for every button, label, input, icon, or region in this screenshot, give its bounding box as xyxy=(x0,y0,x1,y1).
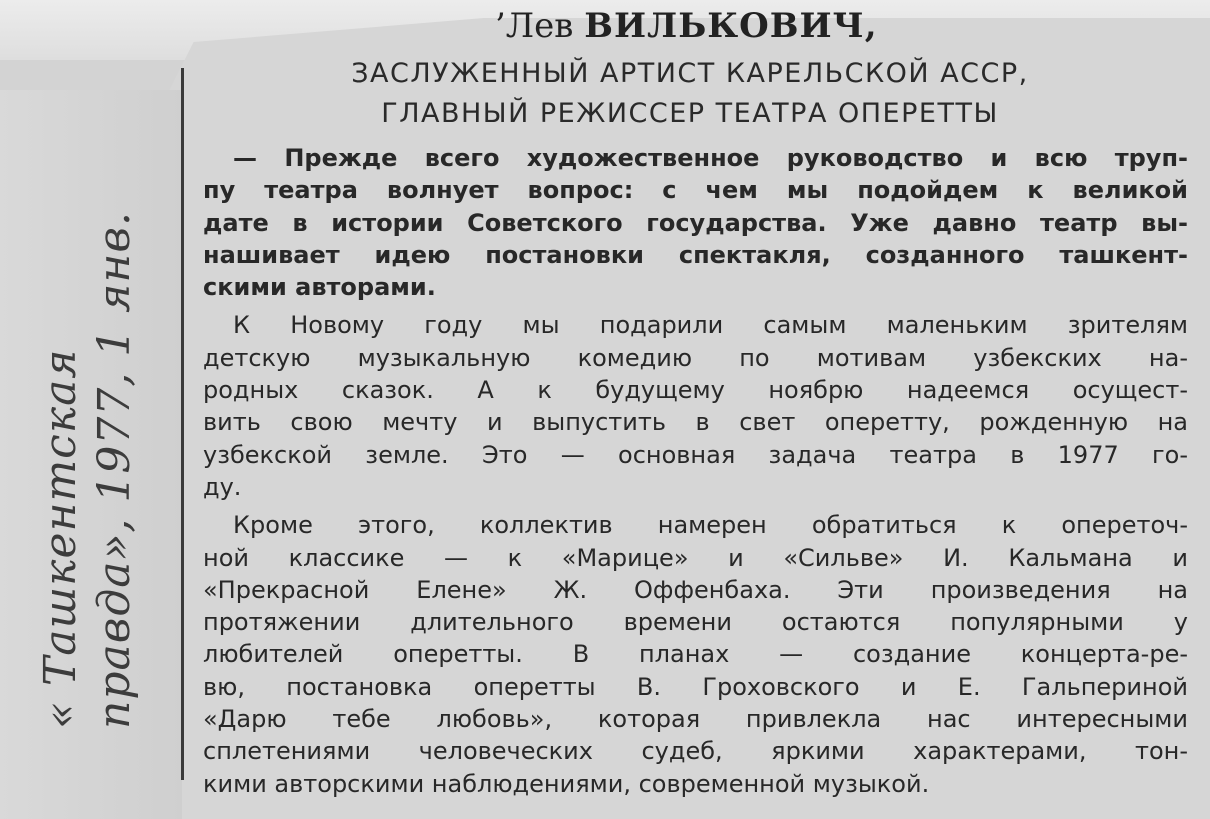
text-line: К Новому году мы подарили самым маленьким зрителям xyxy=(233,311,1188,340)
text-line: нашивает идею постановки спектакля, созданного ташкент- xyxy=(203,240,1188,269)
text-line: вить свою мечту и выпустить в свет оперетту, рожденную на xyxy=(203,408,1188,437)
text-line: ду. xyxy=(203,472,242,501)
text-line: сплетениями человеческих судеб, яркими характерами, тон- xyxy=(203,737,1188,766)
author-surname: ВИЛЬКОВИЧ, xyxy=(584,6,878,46)
column-divider xyxy=(181,68,184,780)
paragraph-2 xyxy=(203,309,1188,503)
text-line: «Прекрасной Елене» Ж. Оффенбаха. Эти произведения на xyxy=(203,575,1188,604)
author-title-line-1: ЗАСЛУЖЕННЫЙ АРТИСТ КАРЕЛЬСКОЙ АССР, xyxy=(351,58,1029,89)
text-line: кими авторскими наблюдениями, современной музыкой. xyxy=(203,769,930,798)
text-line: ной классике — к «Марице» и «Сильве» И. Кальмана и xyxy=(203,543,1188,572)
text-line: протяжении длительного времени остаются популярными у xyxy=(203,608,1188,637)
text-line: пу театра волнует вопрос: с чем мы подойдем к великой xyxy=(203,176,1188,205)
text-line: родных сказок. А к будущему ноябрю надеемся осущест- xyxy=(203,376,1188,405)
article-body xyxy=(203,142,1188,806)
text-line: любителей оперетты. В планах — создание концерта-ре- xyxy=(203,640,1188,669)
text-line: «Дарю тебе любовь», которая привлекла нас интересными xyxy=(203,705,1188,734)
text-line: дате в истории Советского государства. Уже давно театр вы- xyxy=(203,208,1188,237)
author-first-name: ’Лев xyxy=(495,6,574,46)
paragraph-3 xyxy=(203,509,1188,800)
text-line: Кроме этого, коллектив намерен обратиться к опереточ- xyxy=(233,511,1188,540)
handwritten-line-1: « Ташкентская xyxy=(35,348,86,729)
author-title-line-2: ГЛАВНЫЙ РЕЖИССЕР ТЕАТРА ОПЕРЕТТЫ xyxy=(381,98,999,129)
handwritten-note xyxy=(34,211,142,729)
text-line: — Прежде всего художественное руководство и всю труп- xyxy=(233,144,1188,172)
paragraph-1 xyxy=(203,142,1188,303)
text-line: скими авторами. xyxy=(203,273,436,302)
text-line: вю, постановка оперетты В. Гроховского и Е. Гальпериной xyxy=(203,672,1188,701)
text-line: узбекской земле. Это — основная задача театра в 1977 го- xyxy=(203,440,1188,469)
author-name xyxy=(495,6,878,46)
text-line: детскую музыкальную комедию по мотивам узбекских на- xyxy=(203,343,1188,372)
handwritten-line-2: правда», 1977, 1 янв. xyxy=(89,211,140,729)
